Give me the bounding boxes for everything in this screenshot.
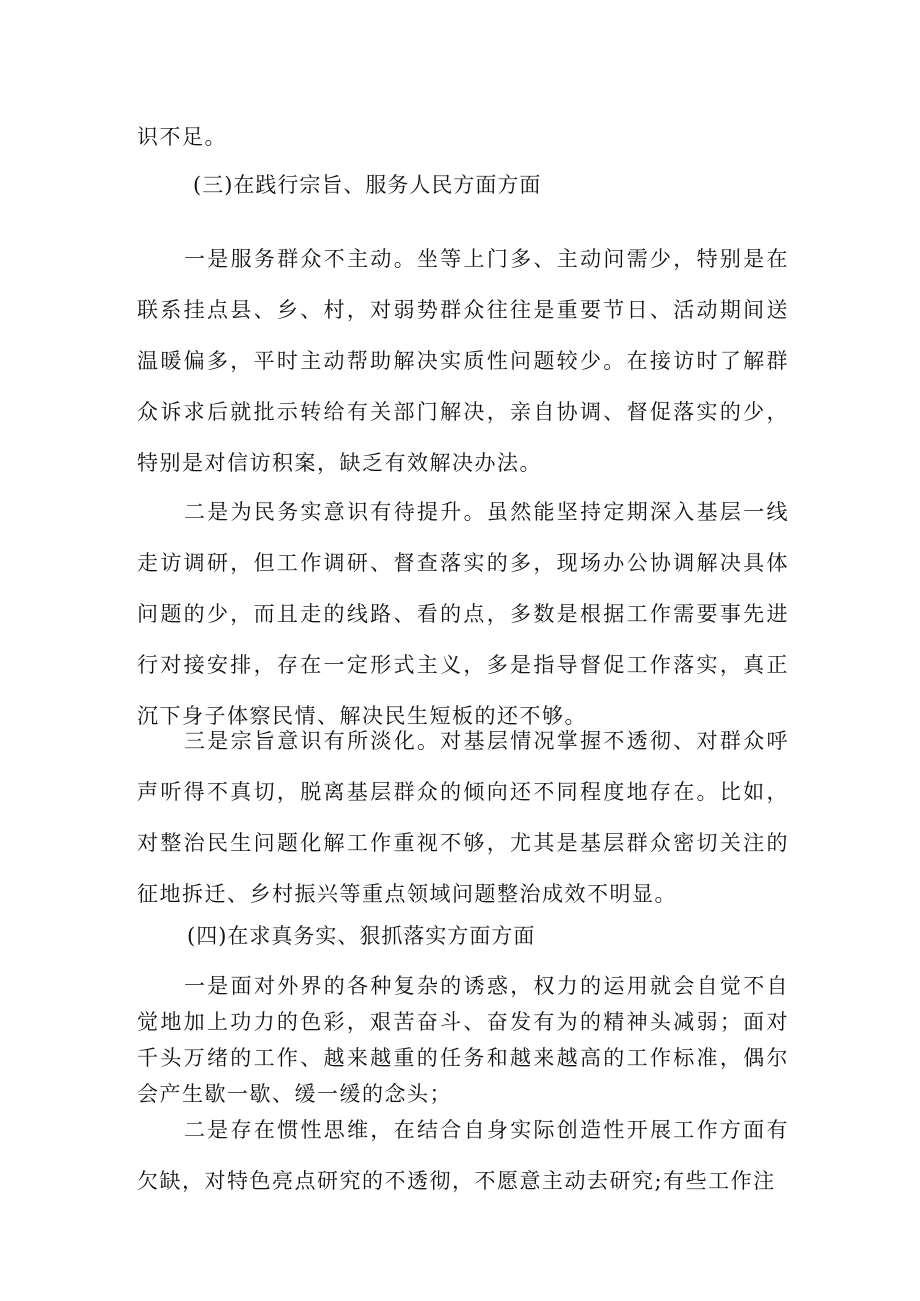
continuation-text: 识不足。 <box>137 125 227 149</box>
section-3-heading: (三)在践行宗旨、服务人民方面方面 <box>193 173 542 197</box>
section-4-paragraph-2: 二是存在惯性思维，在结合自身实际创造性开展工作方面有欠缺，对特色亮点研究的不透彻，不愿意主动去研究;有些工作注 <box>137 1118 789 1193</box>
section-3-paragraph-1: 一是服务群众不主动。坐等上门多、主动问需少，特别是在联系挂点县、乡、村，对弱势群众往往是重要节日、活动期间送温暖偏多，平时主动帮助解决实质性问题较少。在接访时了解群众诉求后就批示转给有关部门解决，亲自协调、督促落实的少，特别是对信访积案，缺乏有效解决办法。 <box>137 247 789 475</box>
section-4-heading: (四)在求真务实、狠抓落实方面方面 <box>187 924 536 948</box>
section-3-paragraph-3: 三是宗旨意识有所淡化。对基层情况掌握不透彻、对群众呼声听得不真切，脱离基层群众的倾向还不同程度地存在。比如，对整治民生问题化解工作重视不够，尤其是基层群众密切关注的征地拆迁、乡村振兴等重点领域问题整治成效不明显。 <box>137 729 789 906</box>
section-4-paragraph-1: 一是面对外界的各种复杂的诱惑，权力的运用就会自觉不自觉地加上功力的色彩，艰苦奋斗、奋发有为的精神头减弱；面对千头万绪的工作、越来越重的任务和越来越高的工作标准，偶尔会产生歇一歇、缓一缓的念头； <box>137 974 789 1106</box>
section-3-paragraph-2: 二是为民务实意识有待提升。虽然能坚持定期深入基层一线走访调研，但工作调研、督查落实的多，现场办公协调解决具体问题的少，而且走的线路、看的点，多数是根据工作需要事先进行对接安排，存在一定形式主义，多是指导督促工作落实，真正沉下身子体察民情、解决民生短板的还不够。 <box>137 500 789 728</box>
